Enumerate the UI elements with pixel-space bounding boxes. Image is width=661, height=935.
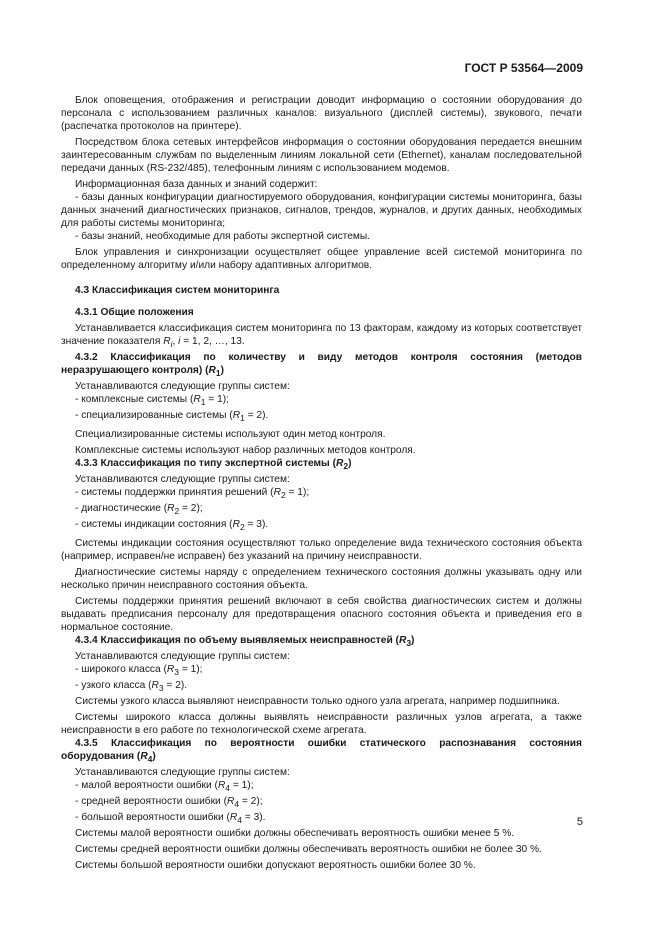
list-item: - малой вероятности ошибки $(R_4 = 1)$; [75, 780, 254, 794]
paragraph: Комплексные системы используют набор различных методов контроля. [75, 445, 416, 457]
paragraph: Устанавливаются следующие группы систем: [75, 474, 290, 486]
section-heading-4-3-4: 4.3.4 Классификация по объему выявляемых неисправностей $(R_3)$ [75, 635, 415, 649]
paragraph: Блок оповещения, отображения и регистрации доводит информацию о состоянии оборудования до персонала с использованием различных каналов: визуального (дисплей системы), звукового, печати (распечатка протоколов на принтере). [61, 95, 582, 132]
paragraph: Устанавливаются следующие группы систем: [75, 767, 290, 779]
paragraph: Специализированные системы используют один метод контроля. [75, 429, 386, 441]
list-item: - системы индикации состояния $(R_2 = 3)$. [75, 519, 269, 533]
paragraph: Устанавливаются следующие группы систем: [75, 651, 290, 663]
document-header: ГОСТ Р 53564—2009 [464, 61, 583, 75]
paragraph: Системы узкого класса выявляют неисправности только одного узла агрегата, например подшипника. [75, 696, 560, 708]
section-heading-4-3-1: 4.3.1 Общие положения [75, 307, 194, 318]
paragraph: Системы малой вероятности ошибки должны обеспечивать вероятность ошибки менее 5 %. [75, 828, 515, 840]
paragraph: Системы индикации состояния осуществляют только определение вида технического состояния объекта (например, исправен/не исправен) без указаний на причину неисправности. [61, 538, 582, 563]
section-heading-4-3-3: 4.3.3 Классификация по типу экспертной системы $(R_2)$ [75, 458, 352, 472]
list-item: - системы поддержки принятия решений $(R_2 = 1)$; [75, 487, 310, 501]
paragraph: Диагностические системы наряду с определением технического состояния должны указывать одну или несколько причин неисправного состояния объекта. [61, 567, 582, 592]
paragraph: Посредством блока сетевых интерфейсов информация о состоянии оборудования передается внешним заинтересованным службам по выделенным линиям локальной сети (Ethernet), каналам последовательной передачи данных (RS-232/485), телефонным линиям с использованием модемов. [61, 137, 582, 174]
paragraph: Системы широкого класса должны выявлять неисправности различных узлов агрегата, а также неисправности в его работе по технологической схеме агрегата. [61, 712, 582, 737]
paragraph: Информационная база данных и знаний содержит: [75, 179, 318, 190]
list-item: - широкого класса $(R_3 = 1)$; [75, 664, 203, 678]
paragraph: Устанавливаются следующие группы систем: [75, 381, 290, 393]
section-heading-4-3: 4.3 Классификация систем мониторинга [75, 285, 280, 296]
paragraph: Системы поддержки принятия решений включают в себя свойства диагностических систем и должны выдавать предписания персоналу для предотвращения опасного состояния объекта и приведения его в нормальное состояние. [61, 596, 582, 634]
paragraph: Блок управления и синхронизации осуществляет общее управление всей системой мониторинга по определенному алгоритму и/или набору адаптивных алгоритмов. [61, 247, 582, 271]
list-item: - базы знаний, необходимые для работы экспертной системы. [75, 231, 371, 242]
list-item: - базы данных конфигурации диагностируемого оборудования, конфигурации системы мониторинга, базы данных значений диагностических признаков, сигналов, трендов, журналов, и других данных, необходимых для работы системы мониторинга; [61, 192, 582, 229]
page-body [61, 94, 582, 872]
list-item: - узкого класса $(R_3 = 2)$. [75, 680, 188, 694]
section-heading-4-3-2: 4.3.2 Классификация по количеству и виду методов контроля состояния (методов неразрушающего контроля) $(R_1)$ [61, 352, 582, 379]
list-item: - большой вероятности ошибки $(R_4 = 3)$. [75, 812, 266, 826]
section-heading-4-3-5: 4.3.5 Классификация по вероятности ошибки статического распознавания состояния оборудования $(R_4)$ [61, 738, 582, 765]
paragraph: Системы большой вероятности ошибки допускают вероятность ошибки более 30 %. [75, 860, 476, 872]
list-item: - комплексные системы $(R_1 = 1)$; [75, 394, 229, 408]
list-item: - диагностические $(R_2 = 2)$; [75, 503, 203, 517]
page-number: 5 [576, 816, 583, 828]
paragraph: Системы средней вероятности ошибки должны обеспечивать вероятность ошибки не более 30 %. [75, 844, 542, 856]
list-item: - средней вероятности ошибки $(R_4 = 2)$; [75, 796, 263, 810]
paragraph: Устанавливается классификация систем мониторинга по 13 факторам, каждому из которых соответствует значение показателя $R_i$, i = 1, 2, …, 13. [61, 323, 582, 350]
list-item: - специализированные системы $(R_1 = 2)$. [75, 410, 269, 424]
